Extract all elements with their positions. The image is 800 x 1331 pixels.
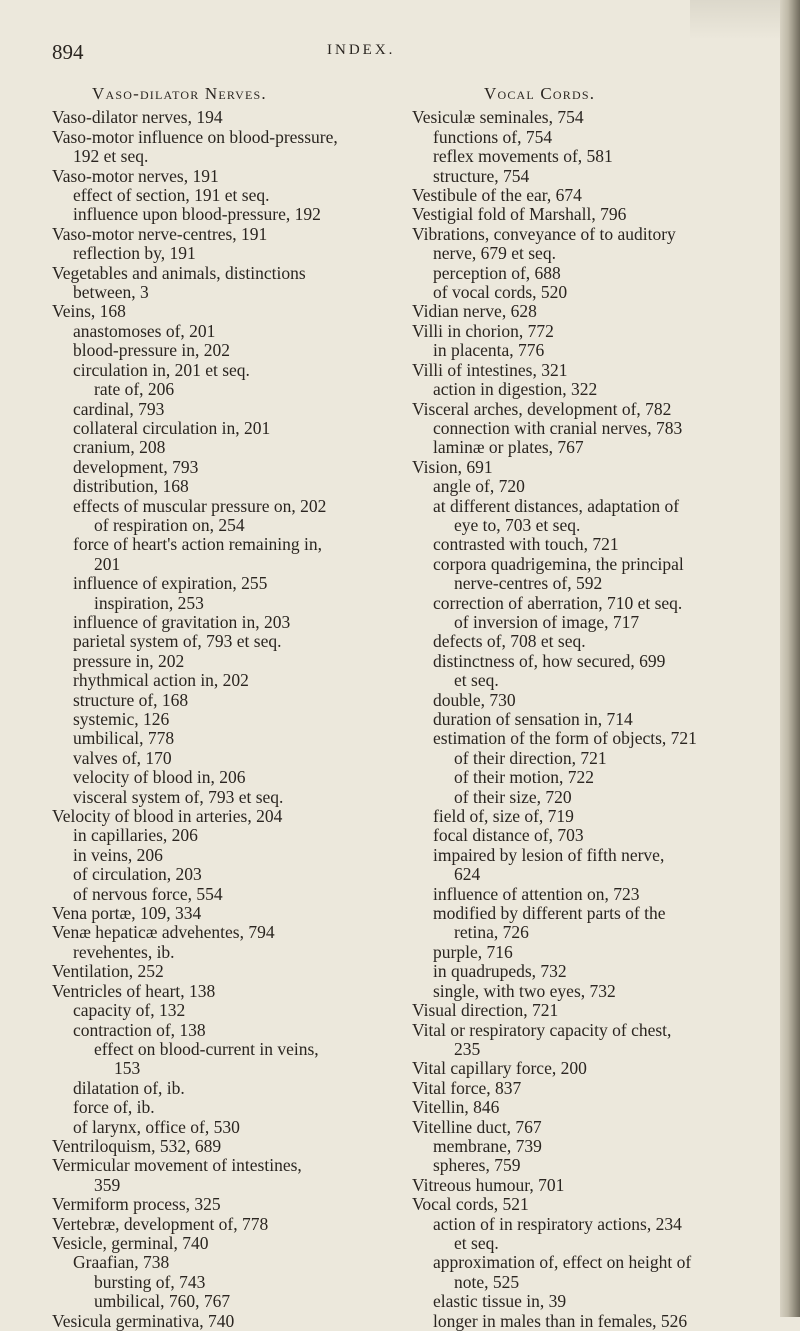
index-entry: longer in males than in females, 526: [433, 1310, 688, 1331]
index-entry: retina, 726: [454, 922, 529, 943]
index-column-right: [412, 84, 752, 1331]
index-entry: 359: [94, 1174, 121, 1195]
index-entry: reflection by, 191: [73, 243, 196, 264]
index-entry: 192 et seq.: [73, 146, 149, 167]
index-entry: duration of sensation in, 714: [433, 709, 633, 729]
index-entry: Venæ hepaticæ advehentes, 794: [52, 922, 275, 943]
index-entry: impaired by lesion of fifth nerve,: [433, 844, 665, 865]
index-entry: modified by different parts of the: [433, 903, 666, 924]
index-entry: effect on blood-current in veins,: [94, 1038, 319, 1059]
index-entry: 624: [454, 864, 481, 885]
index-entry: Visceral arches, development of, 782: [412, 398, 672, 419]
index-entry: defects of, 708 et seq.: [433, 631, 586, 652]
index-entry: rhythmical action in, 202: [73, 670, 249, 691]
index-entry: velocity of blood in, 206: [73, 767, 246, 788]
index-entry: Vesicle, germinal, 740: [52, 1232, 209, 1253]
index-entry: cranium, 208: [73, 437, 166, 458]
index-entry: field of, size of, 719: [433, 806, 574, 827]
index-entry: nerve-centres of, 592: [454, 573, 603, 594]
index-entry: in placenta, 776: [433, 340, 545, 361]
index-entry: of their size, 720: [454, 786, 572, 807]
index-entry: Vital capillary force, 200: [412, 1058, 587, 1079]
index-entry: spheres, 759: [433, 1155, 521, 1176]
index-entry: perception of, 688: [433, 262, 561, 283]
index-entry: corpora quadrigemina, the principal: [433, 553, 684, 574]
index-entry: 201: [94, 553, 121, 574]
column-heading-left: Vaso-dilator Nerves.: [92, 84, 267, 103]
page-top-shadow: [690, 0, 780, 40]
index-entry: 153: [114, 1058, 141, 1079]
index-entry: parietal system of, 793 et seq.: [73, 631, 282, 652]
index-entry: effect of section, 191 et seq.: [73, 185, 270, 206]
index-entry: Vaso-motor nerve-centres, 191: [52, 223, 268, 244]
index-entry: inspiration, 253: [94, 592, 204, 613]
index-column-left: [52, 84, 412, 1331]
index-entry: of larynx, office of, 530: [73, 1116, 240, 1137]
index-entry: contraction of, 138: [73, 1019, 206, 1040]
index-entry: influence upon blood-pressure, 192: [73, 204, 321, 225]
index-entry: action in digestion, 322: [433, 379, 598, 400]
index-entry: Ventricles of heart, 138: [52, 980, 216, 1001]
index-entry: Vaso-motor nerves, 191: [52, 165, 219, 186]
index-entry: nerve, 679 et seq.: [433, 243, 556, 264]
index-entry: of circulation, 203: [73, 864, 202, 885]
index-entry: single, with two eyes, 732: [433, 980, 616, 1001]
column-heading-right: Vocal Cords.: [484, 84, 596, 103]
index-entry: at different distances, adaptation of: [433, 495, 680, 516]
index-entry: in veins, 206: [73, 844, 163, 865]
index-entry: visceral system of, 793 et seq.: [73, 786, 284, 807]
index-entry: of their motion, 722: [454, 767, 594, 788]
index-entry: Vitreous humour, 701: [412, 1174, 565, 1195]
index-entry: Vidian nerve, 628: [412, 301, 537, 322]
index-entry: Vibrations, conveyance of to auditory: [412, 223, 676, 244]
index-entry: systemic, 126: [73, 709, 170, 729]
index-entry: Vitelline duct, 767: [412, 1116, 542, 1137]
index-entry: circulation in, 201 et seq.: [73, 359, 250, 380]
index-entry: influence of attention on, 723: [433, 883, 640, 904]
index-entry: structure of, 168: [73, 689, 189, 710]
index-entry: Vitellin, 846: [412, 1097, 500, 1118]
index-entry: Visual direction, 721: [412, 1000, 559, 1021]
index-entry: force of heart's action remaining in,: [73, 534, 323, 555]
index-entry: 235: [454, 1038, 481, 1059]
index-entry: Vestigial fold of Marshall, 796: [412, 204, 627, 225]
index-entry: distinctness of, how secured, 699: [433, 650, 666, 671]
index-entry: dilatation of, ib.: [73, 1077, 185, 1098]
index-entry: eye to, 703 et seq.: [454, 514, 581, 535]
index-entry: valves of, 170: [73, 747, 172, 768]
index-entry: between, 3: [73, 282, 149, 303]
index-entry: Veins, 168: [52, 301, 126, 322]
index-entry: action of in respiratory actions, 234: [433, 1213, 682, 1234]
index-entry: approximation of, effect on height of: [433, 1252, 692, 1273]
index-entry: Villi in chorion, 772: [412, 320, 554, 341]
index-entry: effects of muscular pressure on, 202: [73, 495, 327, 516]
index-entry: of inversion of image, 717: [454, 611, 640, 632]
index-entry: rate of, 206: [94, 379, 175, 400]
index-entry: estimation of the form of objects, 721: [433, 728, 697, 749]
index-entry: Ventriloquism, 532, 689: [52, 1135, 222, 1156]
left-entries: [52, 108, 412, 1331]
index-entry: Villi of intestines, 321: [412, 359, 568, 380]
index-entry: Vaso-dilator nerves, 194: [52, 107, 223, 128]
index-entry: Vital force, 837: [412, 1077, 522, 1098]
page-edge-shadow: [780, 0, 800, 1317]
running-head: INDEX.: [327, 42, 396, 58]
index-entry: Vestibule of the ear, 674: [412, 185, 582, 206]
index-entry: force of, ib.: [73, 1097, 155, 1118]
index-entry: Graafian, 738: [73, 1252, 170, 1273]
index-entry: Vena portæ, 109, 334: [52, 903, 202, 924]
index-entry: capacity of, 132: [73, 1000, 186, 1021]
index-entry: of nervous force, 554: [73, 883, 223, 904]
index-entry: cardinal, 793: [73, 398, 165, 419]
index-entry: functions of, 754: [433, 126, 553, 147]
index-entry: Vermicular movement of intestines,: [52, 1155, 302, 1176]
index-entry: in capillaries, 206: [73, 825, 198, 846]
index-entry: Ventilation, 252: [52, 961, 164, 982]
index-entry: distribution, 168: [73, 476, 189, 497]
index-entry: influence of expiration, 255: [73, 573, 268, 594]
index-entry: purple, 716: [433, 941, 513, 962]
index-entry: umbilical, 760, 767: [94, 1291, 231, 1312]
index-entry: elastic tissue in, 39: [433, 1291, 567, 1312]
index-entry: contrasted with touch, 721: [433, 534, 619, 555]
index-entry: et seq.: [454, 670, 499, 691]
index-entry: structure, 754: [433, 165, 530, 186]
index-entry: Vital or respiratory capacity of chest,: [412, 1019, 672, 1040]
index-entry: Vermiform process, 325: [52, 1194, 221, 1215]
index-entry: et seq.: [454, 1232, 499, 1253]
index-entry: Vesiculæ seminales, 754: [412, 107, 584, 128]
index-entry: of vocal cords, 520: [433, 282, 568, 303]
index-entry: in quadrupeds, 732: [433, 961, 567, 982]
page-number: 894: [52, 40, 84, 64]
index-entry: bursting of, 743: [94, 1271, 206, 1292]
index-entry: of their direction, 721: [454, 747, 607, 768]
index-entry: development, 793: [73, 456, 199, 477]
index-entry: Velocity of blood in arteries, 204: [52, 806, 283, 827]
index-entry: laminæ or plates, 767: [433, 437, 584, 458]
index-entry: Vision, 691: [412, 456, 493, 477]
index-entry: reflex movements of, 581: [433, 146, 613, 167]
index-entry: Vocal cords, 521: [412, 1194, 529, 1215]
index-entry: umbilical, 778: [73, 728, 175, 749]
index-entry: note, 525: [454, 1271, 520, 1292]
index-entry: blood-pressure in, 202: [73, 340, 230, 361]
index-entry: angle of, 720: [433, 476, 525, 497]
index-entry: correction of aberration, 710 et seq.: [433, 592, 683, 613]
index-entry: double, 730: [433, 689, 516, 710]
index-entry: Vaso-motor influence on blood-pressure,: [52, 126, 338, 147]
index-entry: membrane, 739: [433, 1135, 542, 1156]
index-entry: Vegetables and animals, distinctions: [52, 262, 306, 283]
index-entry: of respiration on, 254: [94, 514, 245, 535]
index-entry: anastomoses of, 201: [73, 320, 216, 341]
index-entry: Vertebræ, development of, 778: [52, 1213, 269, 1234]
index-entry: revehentes, ib.: [73, 941, 175, 962]
page-header: [52, 40, 772, 70]
index-entry: influence of gravitation in, 203: [73, 611, 291, 632]
index-entry: focal distance of, 703: [433, 825, 584, 846]
right-entries: [412, 108, 752, 1331]
index-entry: Vesicula germinativa, 740: [52, 1310, 235, 1331]
index-entry: collateral circulation in, 201: [73, 417, 271, 438]
index-entry: connection with cranial nerves, 783: [433, 417, 683, 438]
index-entry: pressure in, 202: [73, 650, 185, 671]
